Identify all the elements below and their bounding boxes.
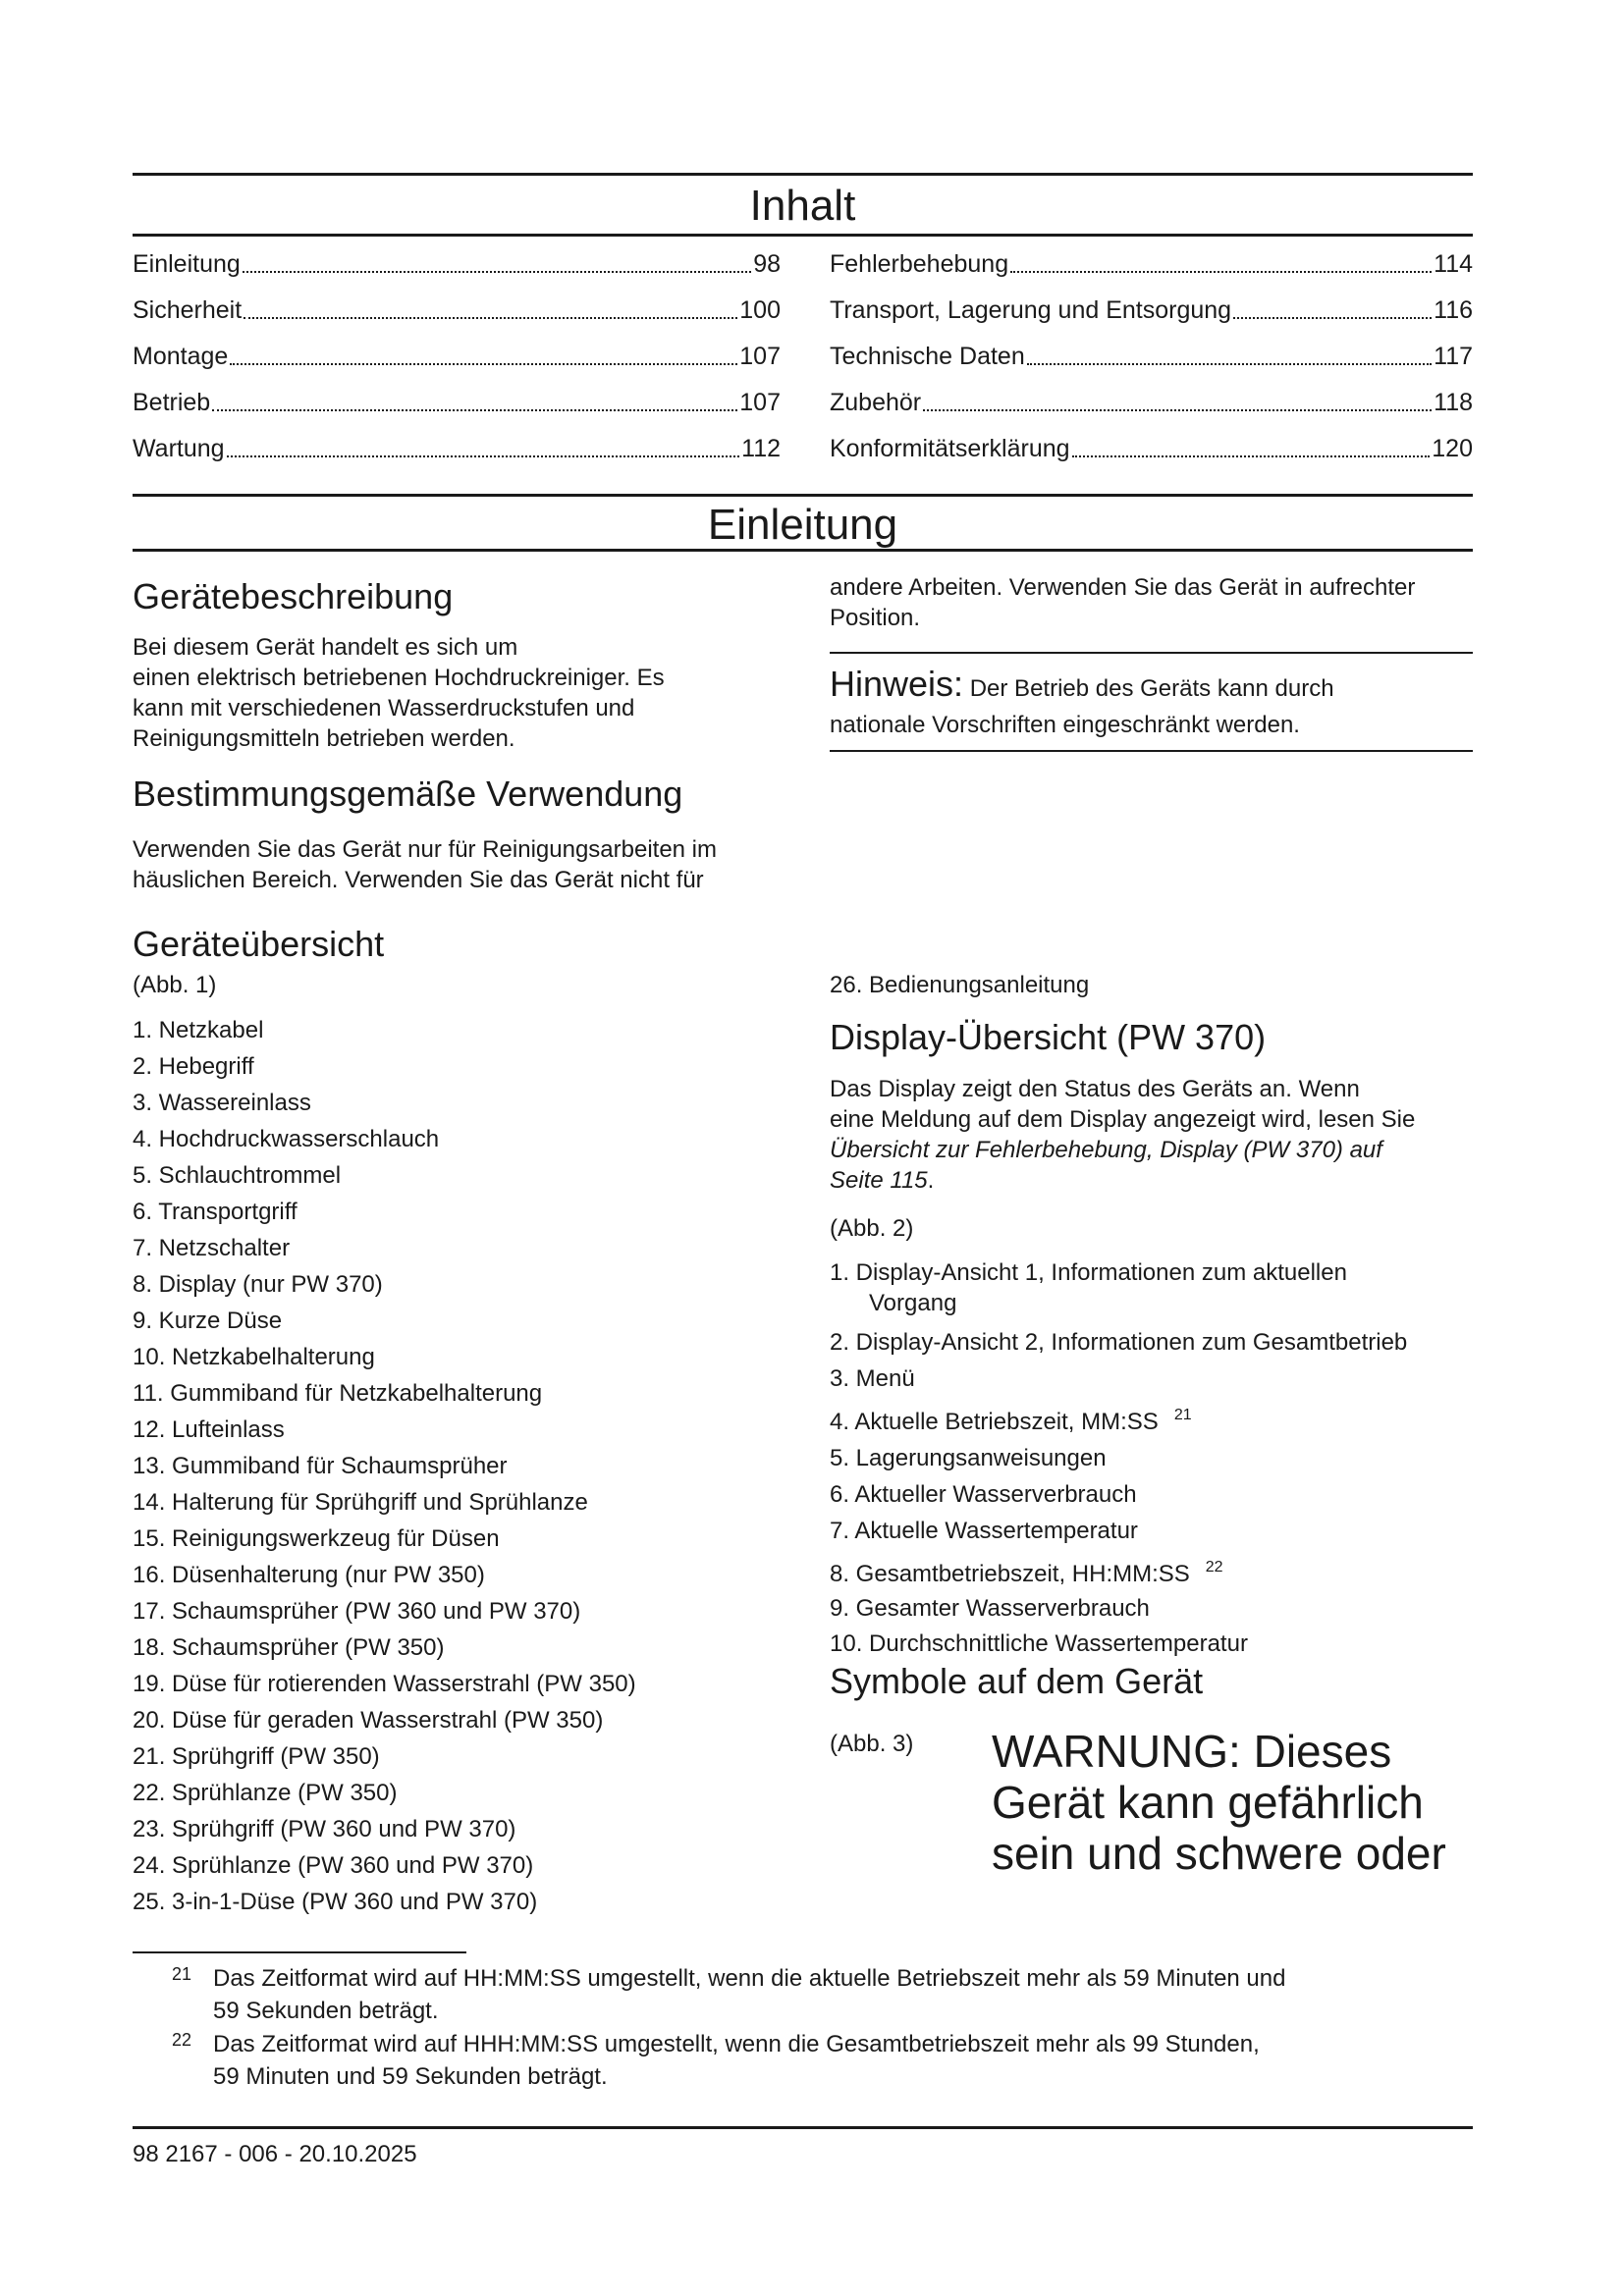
list-item: 10. Netzkabelhalterung [133,1344,375,1370]
text-line: 6. Aktueller Wasserverbrauch [830,1481,1137,1508]
list-item: 20. Düse für geraden Wasserstrahl (PW 350) [133,1707,604,1734]
list-item: 5. Schlauchtrommel [133,1162,342,1189]
list-item: 19. Düse für rotierenden Wasserstrahl (PW 350) [133,1671,636,1697]
list-item: 8. Display (nur PW 370) [133,1271,383,1298]
text-line: 5. Lagerungsanweisungen [830,1445,1107,1471]
toc-entry-label: Konformitätserklärung [830,435,1070,462]
text-line: Übersicht zur Fehlerbehebung, Display (PW 370) auf [830,1137,1382,1163]
list-item [830,1592,1473,1626]
list-item: 11. Gummiband für Netzkabelhalterung [133,1380,543,1407]
toc-entry-page: 114 [1434,250,1473,278]
toc-entry[interactable] [830,295,1473,342]
bestimmung-text [133,834,785,895]
text-line: 1. Display-Ansicht 1, Informationen zum aktuellen [830,1259,1347,1286]
toc-entry-page: 107 [739,343,781,370]
toc-entry[interactable] [133,342,781,388]
list-item: 23. Sprühgriff (PW 360 und PW 370) [133,1816,516,1842]
list-item: 2. Hebegriff [133,1053,254,1080]
text-line: sein und schwere oder [992,1828,1446,1879]
toc-entry[interactable] [133,434,781,480]
toc-entry-label: Wartung [133,435,225,462]
toc-leader-dots [212,388,737,411]
cross-reference-link[interactable] [830,1137,1382,1194]
text-line: 59 Sekunden beträgt. [213,1998,439,2024]
document-page [133,0,1473,2296]
bestimmung-heading: Bestimmungsgemäße Verwendung [133,774,683,814]
text-line: Reinigungsmitteln betrieben werden. [133,725,515,752]
list-item: 21. Sprühgriff (PW 350) [133,1743,380,1770]
list-item: 22. Sprühlanze (PW 350) [133,1780,398,1806]
toc-entry-label: Technische Daten [830,343,1025,370]
toc-leader-dots [230,342,737,365]
footnote-ref[interactable]: 21 [1173,1407,1192,1423]
uebersicht-item-26: 26. Bedienungsanleitung [830,972,1090,998]
footnote-number: 21 [172,1964,192,1984]
text-line: häuslichen Bereich. Verwenden Sie das Gerät nicht für [133,867,704,893]
toc-entry[interactable] [133,249,781,295]
text-line: Seite 115 [830,1167,928,1194]
hinweis-text [830,666,1473,743]
display-ref: (Abb. 2) [830,1215,914,1242]
toc-leader-dots [1027,342,1432,365]
toc-leader-dots [1010,249,1432,273]
list-item: 15. Reinigungswerkzeug für Düsen [133,1525,500,1552]
toc-entry[interactable] [133,388,781,434]
text-line: Das Zeitformat wird auf HHH:MM:SS umgestellt, wenn die Gesamtbetriebszeit mehr als 99 Stunden, [213,2031,1260,2057]
display-heading: Display-Übersicht (PW 370) [830,1017,1267,1057]
toc-entry-label: Einleitung [133,250,241,278]
display-text [830,1074,1473,1196]
text-line: Position. [830,605,921,631]
text-line: andere Arbeiten. Verwenden Sie das Gerät in aufrechter [830,574,1416,601]
list-item: 17. Schaumsprüher (PW 360 und PW 370) [133,1598,581,1625]
toc-entry-label: Fehlerbehebung [830,250,1009,278]
text-line: 3. Menü [830,1365,915,1392]
list-item: 13. Gummiband für Schaumsprüher [133,1453,508,1479]
list-item [830,1513,1473,1549]
footer-rule [133,2126,1473,2129]
toc-entry[interactable] [830,249,1473,295]
text-line: WARNUNG: Dieses [992,1726,1392,1777]
symbole-ref: (Abb. 3) [830,1731,914,1757]
list-item: 7. Netzschalter [133,1235,291,1261]
inhalt-title: Inhalt [749,182,856,230]
page-footer: 98 2167 - 006 - 20.10.2025 [133,2141,417,2167]
toc-entry[interactable] [133,295,781,342]
display-list [830,1257,1473,1662]
list-item: 24. Sprühlanze (PW 360 und PW 370) [133,1852,534,1879]
footnote-rule [133,1951,466,1953]
toc-entry[interactable] [830,342,1473,388]
list-item: 9. Kurze Düse [133,1308,283,1334]
footnote-text [213,2028,1440,2093]
toc-right-column [830,249,1473,480]
footnote-text [213,1962,1440,2027]
toc-entry[interactable] [830,434,1473,480]
list-item-continued [830,1288,1473,1318]
warning-text [992,1726,1473,1879]
list-item: 4. Hochdruckwasserschlauch [133,1126,440,1152]
hinweis-bottom-rule [830,750,1473,752]
toc-leader-dots [923,388,1432,411]
list-item [830,1324,1473,1361]
toc-entry-page: 116 [1434,296,1473,324]
list-item: 3. Wassereinlass [133,1090,311,1116]
einleitung-top-rule [133,494,1473,497]
list-item: 6. Transportgriff [133,1199,298,1225]
toc-leader-dots [243,249,751,273]
geraetebeschreibung-heading: Gerätebeschreibung [133,576,454,616]
text-line: Das Display zeigt den Status des Geräts an. Wenn [830,1076,1360,1102]
toc-entry[interactable] [830,388,1473,434]
symbole-heading: Symbole auf dem Gerät [830,1661,1204,1701]
list-item [830,1397,1473,1440]
text-line: einen elektrisch betriebenen Hochdruckreiniger. Es [133,665,665,691]
toc-entry-page: 107 [739,389,781,416]
list-item: 12. Lufteinlass [133,1416,285,1443]
einleitung-bottom-rule [133,549,1473,552]
text-line: nationale Vorschriften eingeschränkt werden. [830,712,1300,738]
toc-entry-page: 100 [739,296,781,324]
text-line: . [927,1167,935,1194]
inhalt-bottom-rule [133,234,1473,237]
list-item: 1. Netzkabel [133,1017,264,1043]
list-item: 14. Halterung für Sprühgriff und Sprühlanze [133,1489,588,1516]
text-line: 9. Gesamter Wasserverbrauch [830,1595,1150,1622]
list-item: 16. Düsenhalterung (nur PW 350) [133,1562,485,1588]
toc-entry-page: 98 [753,250,781,278]
toc-entry-label: Transport, Lagerung und Entsorgung [830,296,1232,324]
list-item [830,1257,1473,1288]
text-line: kann mit verschiedenen Wasserdruckstufen und [133,695,635,721]
uebersicht-list [133,1012,636,1920]
toc-entry-label: Betrieb [133,389,211,416]
text-line: 4. Aktuelle Betriebszeit, MM:SS [830,1409,1159,1435]
text-line: 10. Durchschnittliche Wassertemperatur [830,1630,1248,1657]
text-line: Verwenden Sie das Gerät nur für Reinigungsarbeiten im [133,836,718,863]
inhalt-top-rule [133,173,1473,176]
toc-entry-label: Sicherheit [133,296,243,324]
text-line: Das Zeitformat wird auf HH:MM:SS umgestellt, wenn die aktuelle Betriebszeit mehr als 59 Minuten und [213,1965,1286,1992]
toc-entry-label: Montage [133,343,229,370]
toc-leader-dots [1233,295,1432,319]
list-item [830,1626,1473,1662]
list-item [830,1440,1473,1476]
text-line: Gerät kann gefährlich [992,1777,1424,1828]
list-item: 18. Schaumsprüher (PW 350) [133,1634,445,1661]
text-line: Vorgang [869,1290,957,1316]
text-line: 8. Gesamtbetriebszeit, HH:MM:SS [830,1561,1190,1587]
list-item: 25. 3-in-1-Düse (PW 360 und PW 370) [133,1889,538,1915]
toc-entry-label: Zubehör [830,389,922,416]
toc-entry-page: 117 [1434,343,1473,370]
text-line: eine Meldung auf dem Display angezeigt wird, lesen Sie [830,1106,1416,1133]
toc-left-column [133,249,781,480]
bestimmung-text-continued [830,572,1473,633]
uebersicht-heading: Geräteübersicht [133,924,385,964]
list-item [830,1549,1473,1592]
uebersicht-ref: (Abb. 1) [133,972,217,998]
footnote-ref[interactable]: 22 [1205,1559,1223,1575]
text-line: 7. Aktuelle Wassertemperatur [830,1518,1138,1544]
geraetebeschreibung-text [133,632,785,754]
list-item [830,1476,1473,1513]
toc-entry-page: 120 [1432,435,1473,462]
text-line: 59 Minuten und 59 Sekunden beträgt. [213,2063,608,2090]
list-item [830,1361,1473,1397]
text-line: Der Betrieb des Geräts kann durch [963,675,1334,702]
hinweis-top-rule [830,652,1473,654]
hinweis-label: Hinweis: [830,664,964,704]
einleitung-title: Einleitung [707,501,898,549]
toc-leader-dots [227,434,740,457]
toc-leader-dots [1072,434,1431,457]
toc-leader-dots [244,295,737,319]
text-line: 2. Display-Ansicht 2, Informationen zum Gesamtbetrieb [830,1329,1408,1356]
toc-entry-page: 112 [741,435,781,462]
toc-entry-page: 118 [1434,389,1473,416]
footnote-number: 22 [172,2030,192,2050]
text-line: Bei diesem Gerät handelt es sich um [133,634,518,661]
